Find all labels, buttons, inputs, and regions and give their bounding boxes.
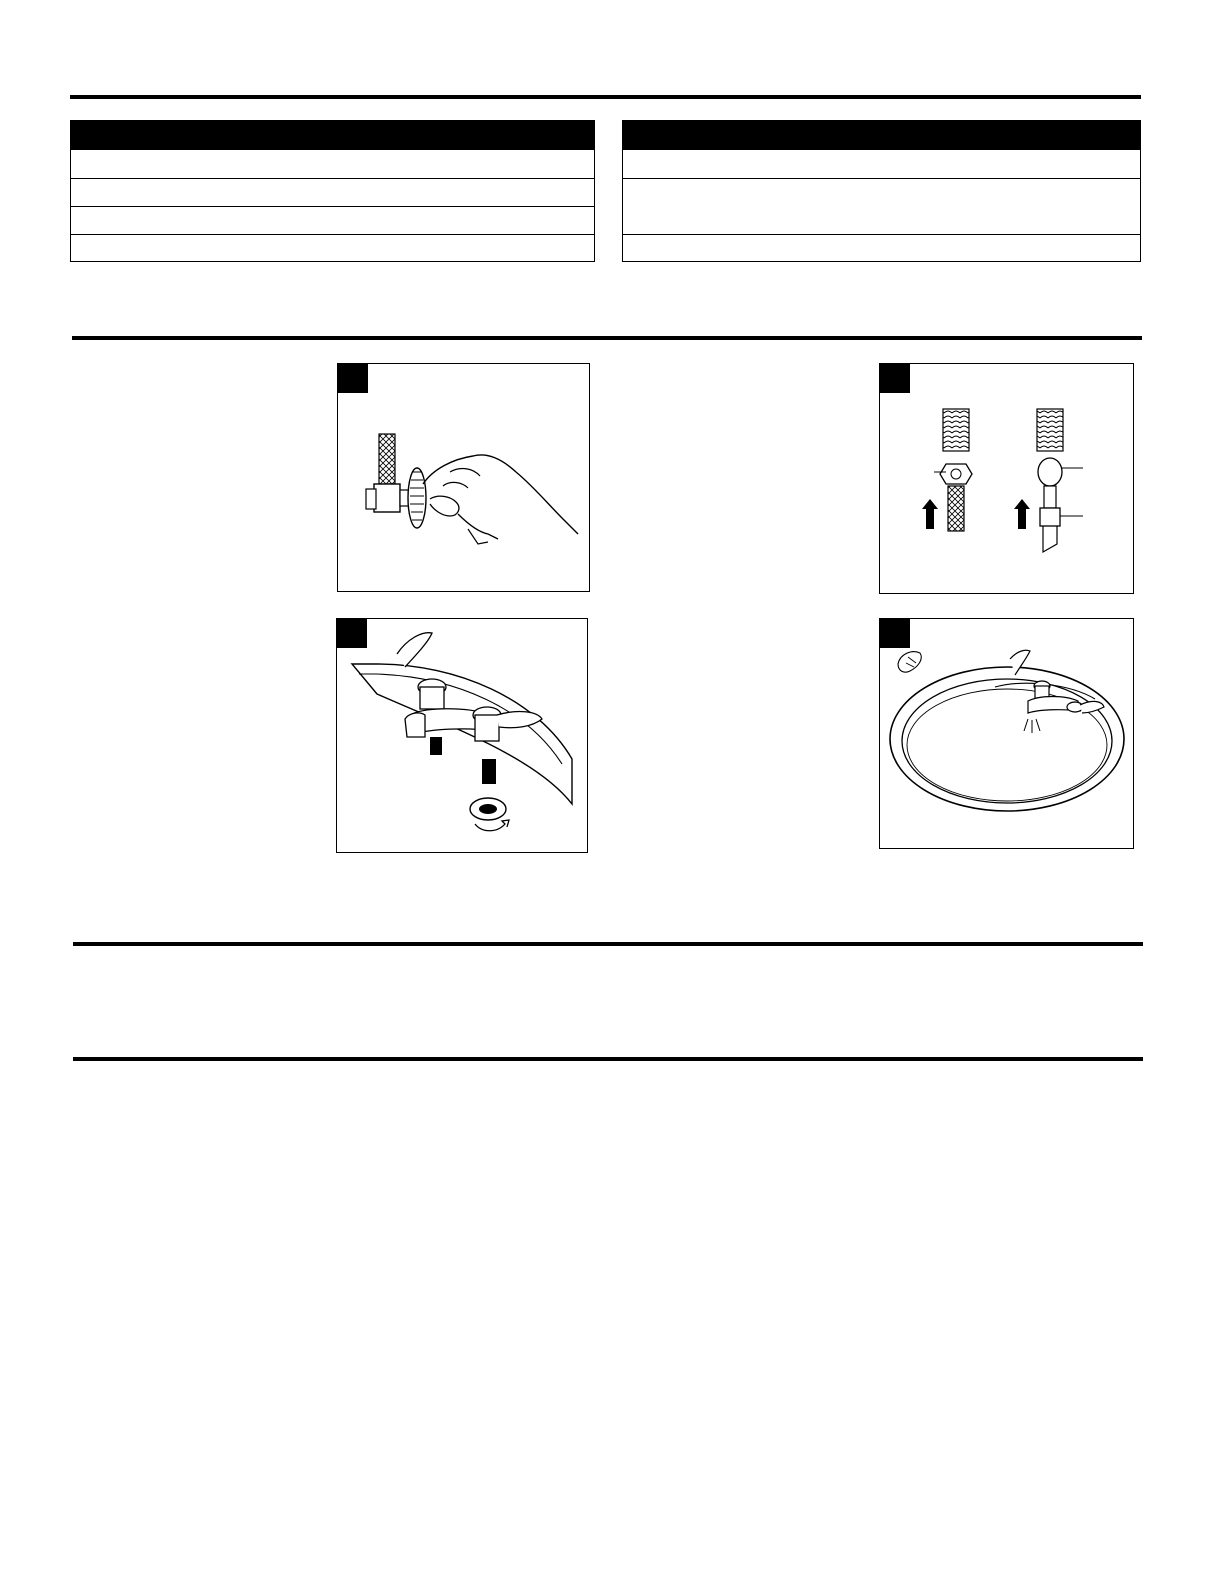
- troubleshooting-table-left: [70, 120, 595, 262]
- step-panel-4: [879, 618, 1134, 849]
- step-panel-3: [336, 618, 588, 853]
- step-panel-1: [337, 363, 590, 592]
- basin-faucet-icon: [880, 619, 1133, 848]
- footer-section-rule: [73, 1057, 1143, 1061]
- table-row: [623, 178, 1140, 234]
- table-row: [623, 149, 1140, 178]
- warranty-section-rule: [73, 942, 1143, 946]
- table-row: [71, 206, 594, 234]
- aerator-removal-icon: [337, 619, 587, 852]
- table-row: [71, 149, 594, 178]
- troubleshooting-table-right: [622, 120, 1141, 262]
- step-panel-2: [879, 363, 1134, 594]
- supply-valve-hand-icon: [338, 364, 589, 591]
- maintenance-section-rule: [72, 336, 1142, 340]
- table-header: [71, 121, 594, 149]
- supply-line-connection-icon: [880, 364, 1133, 593]
- table-row: [71, 234, 594, 260]
- top-section-rule: [70, 95, 1141, 99]
- table-row: [623, 234, 1140, 260]
- table-row: [71, 178, 594, 206]
- table-header: [623, 121, 1140, 149]
